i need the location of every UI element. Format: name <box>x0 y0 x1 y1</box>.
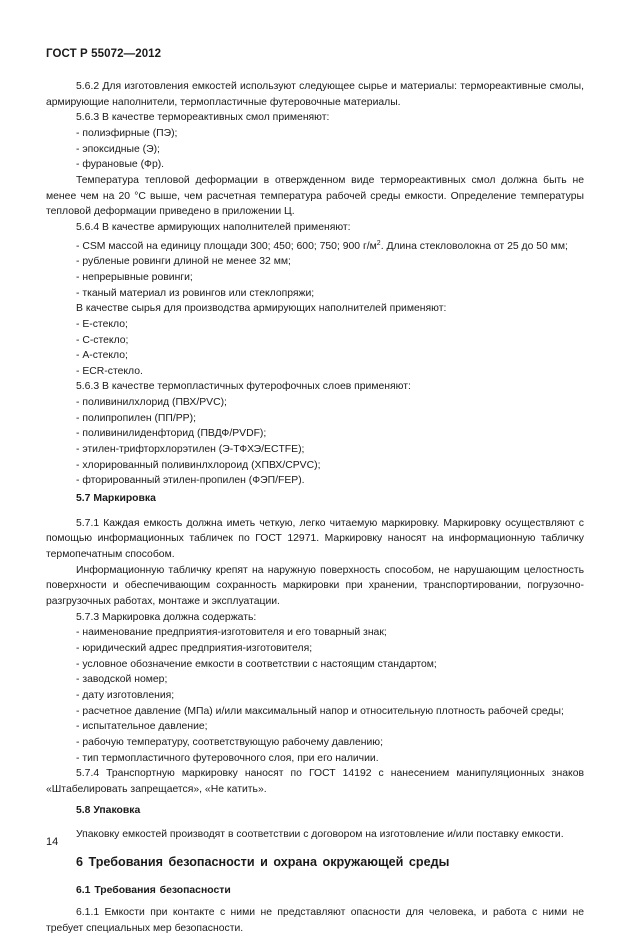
paragraph-5-6-3: 5.6.3 В качестве термореактивных смол применяют: <box>76 112 330 124</box>
list-item: - наименование предприятия-изготовителя и его товарный знак; <box>76 627 387 639</box>
paragraph-temperature: Температура тепловой деформации в отвержденном виде термореактивных смол должна быть не менее чем на 20 °С выше, чем расчетная температура рабочей среды емкости. Определение температуры тепловой деформации приведено в приложении Ц. <box>46 174 584 218</box>
document-header: ГОСТ Р 55072—2012 <box>46 48 162 60</box>
list-item: - испытательное давление; <box>76 721 208 733</box>
paragraph-5-7-3: 5.7.3 Маркировка должна содержать: <box>76 611 257 623</box>
paragraph-5-7-4: 5.7.4 Транспортную маркировку наносят по ГОСТ 14192 с нанесением манипуляционных знаков «Штабелировать запрещается», «Не катить». <box>46 768 584 795</box>
csm-text-end: . Длина стекловолокна от 25 до 50 мм; <box>380 240 568 252</box>
list-item: - юридический адрес предприятия-изготовителя; <box>76 642 313 654</box>
csm-superscript: 2 <box>376 239 381 247</box>
page-number: 14 <box>46 836 59 848</box>
list-item: - Е-стекло; <box>76 318 128 330</box>
list-item: - тканый материал из ровингов или стеклопряжи; <box>76 287 315 299</box>
list-item: - эпоксидные (Э); <box>76 143 160 155</box>
list-item: - дату изготовления; <box>76 689 175 701</box>
list-item: - тип термопластичного футеровочного слоя, при его наличии. <box>76 752 379 764</box>
section-heading-6-1: 6.1 Требования безопасности <box>76 884 231 896</box>
list-item: - поливинилиденфторид (ПВДФ/PVDF); <box>76 428 267 440</box>
paragraph-5-6-2: 5.6.2 Для изготовления емкостей используют следующее сырье и материалы: термореактивные смолы, армирующие наполнители, термопластичные футеровочные материалы. <box>46 81 584 108</box>
paragraph-5-6-4: 5.6.4 В качестве армирующих наполнителей применяют: <box>76 221 351 233</box>
paragraph-5-6-3b: 5.6.3 В качестве термопластичных футерофочных слоев применяют: <box>76 381 411 393</box>
section-heading-6: 6 Требования безопасности и охрана окружающей среды <box>76 854 450 869</box>
list-item-csm <box>46 236 584 255</box>
list-item: - непрерывные ровинги; <box>76 271 193 283</box>
section-heading-5-7: 5.7 Маркировка <box>76 493 156 505</box>
list-item: - полиэфирные (ПЭ); <box>76 127 178 139</box>
paragraph-raw-materials: В качестве сырья для производства армирующих наполнителей применяют: <box>76 303 447 315</box>
paragraph-plate: Информационную табличку крепят на наружную поверхность способом, не нарушающим целостность поверхности и обеспечивающим сохранность маркировки при хранении, транспортировании, погрузочно-разгрузочных работах, монтаже и эксплуатации. <box>46 564 584 607</box>
list-item: - рубленые ровинги длиной не менее 32 мм; <box>76 256 291 268</box>
paragraph-5-7-1: 5.7.1 Каждая емкость должна иметь четкую, легко читаемую маркировку. Маркировку осуществляют с помощью информационных табличек по ГОСТ 12971. Маркировку наносят на информационную табличку термопечатным способом. <box>46 517 584 561</box>
list-item: - хлорированный поливинлхлороид (ХПВХ/CPVC); <box>76 459 321 471</box>
list-item: - рабочую температуру, соответствующую рабочему давлению; <box>76 736 383 748</box>
list-item: - фурановые (Фр). <box>76 159 165 171</box>
csm-text: - CSM массой на единицу площади 300; 450; 600; 750; 900 г/м <box>76 240 377 252</box>
document-body <box>46 79 584 936</box>
list-item: - поливинилхлорид (ПВХ/PVC); <box>76 397 227 409</box>
list-item: - фторированный этилен-пропилен (ФЭП/FEP). <box>76 475 305 487</box>
list-item: - расчетное давление (МПа) и/или максимальный напор и относительную плотность рабочей среды; <box>76 705 564 717</box>
section-heading-5-8: 5.8 Упаковка <box>76 804 141 816</box>
list-item: - А-стекло; <box>76 350 128 362</box>
list-item: - этилен-трифторхлорэтилен (Э-ТФХЭ/ECTFE); <box>76 444 305 456</box>
list-item: - заводской номер; <box>76 674 168 686</box>
paragraph-6-1-1: 6.1.1 Емкости при контакте с ними не представляют опасности для человека, и работа с ними не требует специальных мер безопасности. <box>46 907 584 934</box>
list-item: - полипропилен (ПП/PP); <box>76 412 196 424</box>
paragraph-5-8: Упаковку емкостей производят в соответствии с договором на изготовление и/или поставку емкости. <box>76 829 564 841</box>
list-item: - условное обозначение емкости в соответствии с настоящим стандартом; <box>76 658 437 670</box>
list-item: - ECR-стекло. <box>76 365 143 377</box>
list-item: - С-стекло; <box>76 334 129 346</box>
